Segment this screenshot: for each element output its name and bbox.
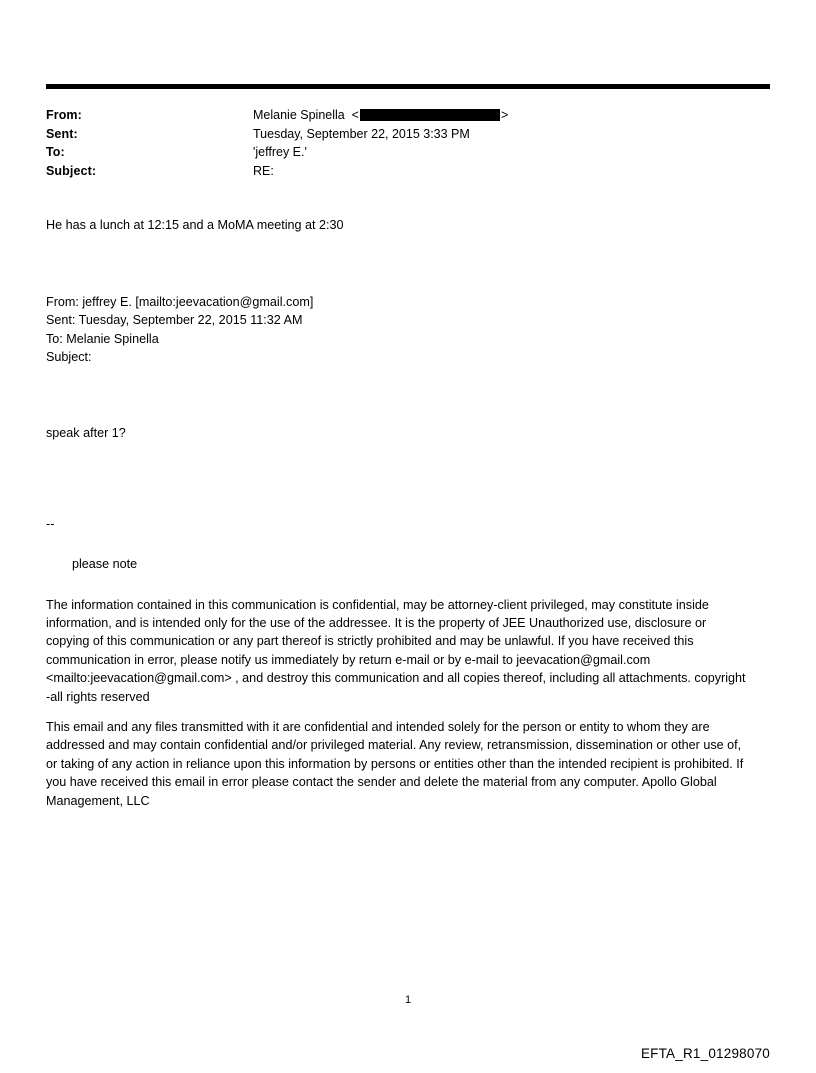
header-row-sent — [46, 125, 770, 144]
quoted-header-from: From: jeffrey E. [mailto:jeevacation@gmail.com] — [46, 294, 314, 309]
redaction-bar — [360, 109, 500, 121]
header-label-to: To: — [46, 145, 65, 160]
spacer — [46, 533, 770, 555]
quoted-header-subject: Subject: — [46, 350, 92, 364]
header-row-subject — [46, 162, 770, 181]
spacer — [46, 271, 770, 293]
document-content — [46, 84, 770, 810]
spacer — [46, 366, 770, 402]
bates-number: EFTA_R1_01298070 — [640, 1046, 770, 1061]
spacer — [46, 402, 770, 424]
spacer — [46, 235, 770, 271]
header-label-from: From: — [46, 108, 82, 122]
header-value-to: 'jeffrey E.' — [253, 145, 307, 160]
email-header-block — [46, 106, 770, 180]
quoted-header-block — [46, 293, 756, 367]
spacer — [46, 479, 770, 515]
signature-note: please note — [72, 557, 138, 572]
signature-separator: -- — [46, 516, 55, 531]
spacer — [46, 706, 770, 718]
spacer — [46, 574, 770, 596]
header-row-to — [46, 143, 770, 162]
header-label-subject: Subject: — [46, 163, 97, 178]
header-value-sent: Tuesday, September 22, 2015 3:33 PM — [253, 126, 470, 141]
confidentiality-disclaimer-2: This email and any files transmitted with it are confidential and intended solely for the person or entity to whom they are addressed and may contain confidential and/or privileged material. Any review, retransmission, dissemination or other use of, or taking of any action in reliance upon this information by persons or entities other than the intended recipient is prohibited. If you have received this email in error please contact the sender and delete the material from any computer. Apollo Global Management, LLC — [46, 720, 744, 808]
header-value-subject: RE: — [253, 163, 274, 178]
header-value-from-text: Melanie Spinella < — [253, 108, 359, 122]
page-number: 1 — [404, 994, 412, 1006]
header-value-from-suffix: > — [500, 108, 509, 122]
reply-message-body: He has a lunch at 12:15 and a MoMA meeting at 2:30 — [46, 218, 344, 233]
quoted-header-sent: Sent: Tuesday, September 22, 2015 11:32 AM — [46, 313, 303, 328]
quoted-header-to: To: Melanie Spinella — [46, 331, 159, 346]
header-label-sent: Sent: — [46, 126, 78, 141]
header-divider-rule — [46, 84, 770, 89]
confidentiality-disclaimer-1: The information contained in this communication is confidential, may be attorney-client privileged, may constitute inside information, and is intended only for the use of the addressee. It is the property of JEE Unauthorized use, disclosure or copying of this communication or any part thereof is strictly prohibited and may be unlawful. If you have received this communication in error, please notify us immediately by return e-mail or by e-mail to jeevacation@gmail.com <mailto:jeevacation@gmail.com> , and destroy this communication and all copies thereof, including all attachments. copyright -all rights reserved — [46, 597, 746, 704]
header-value-from — [253, 106, 770, 125]
spacer — [46, 180, 770, 216]
header-row-from — [46, 106, 770, 125]
quoted-message-body: speak after 1? — [46, 426, 126, 441]
spacer — [46, 443, 770, 479]
